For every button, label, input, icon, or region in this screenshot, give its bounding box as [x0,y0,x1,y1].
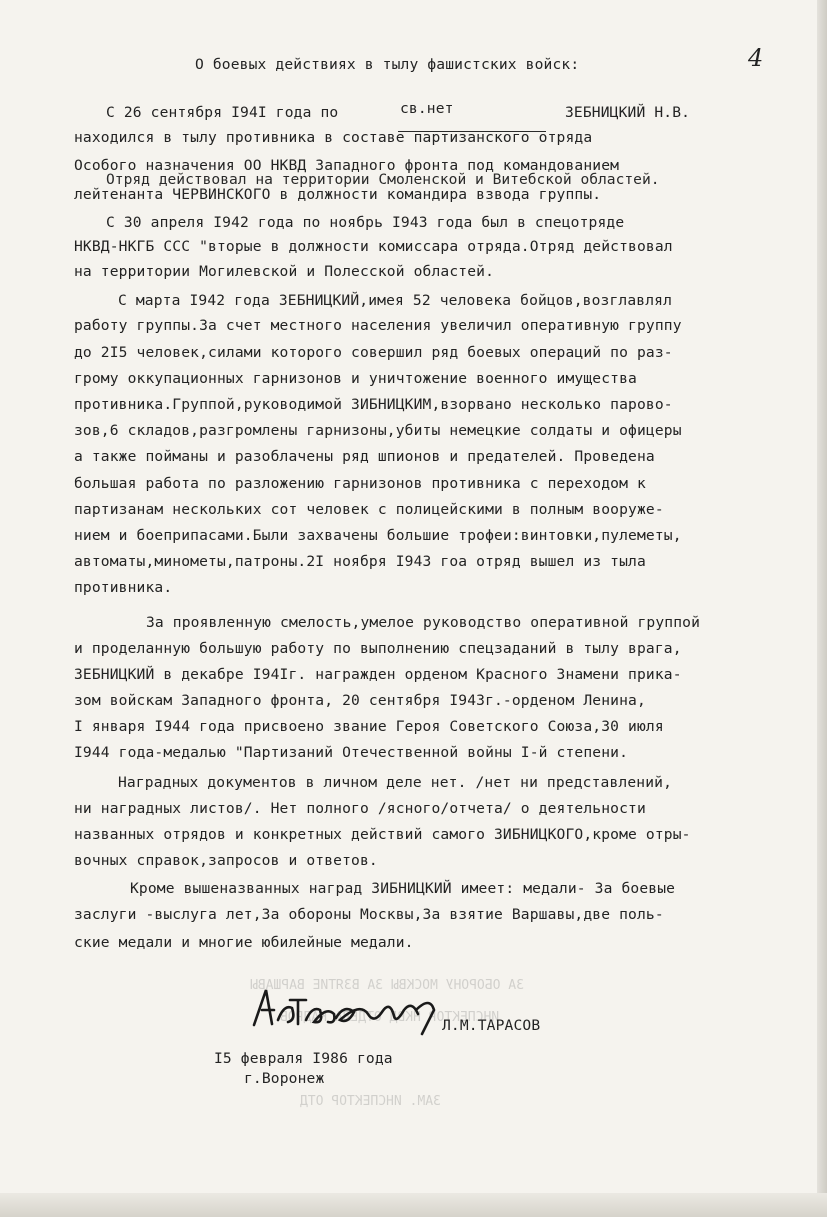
body-line: находился в тылу противника в составе партизанского отряда [74,129,593,146]
body-line: С марта I942 года ЗЕБНИЦКИЙ,имея 52 человека бойцов,возглавлял [118,292,673,309]
body-line: грому оккупационных гарнизонов и уничтожение военного имущества [74,370,637,387]
body-line: партизанам нескольких сот человек с полицейскими в полным вооруже- [74,501,664,518]
body-line: вочных справок,запросов и ответов. [74,852,378,869]
body-line: НКВД-НКГБ ССС "вторые в должности комиссара отряда.Отряд действовал [74,238,673,255]
body-line: противника.Группой,руководимой ЗИБНИЦКИМ,взорвано несколько паровo- [74,396,673,413]
document-title: О боевых действиях в тылу фашистских войск: [195,56,580,73]
overlay-typed-line: Отряд действовал на территории Смоленской и Витебской областей. [106,171,660,188]
body-line: до 2I5 человек,силами которого совершил ряд боевых операций по раз- [74,344,673,361]
signatory-name: Л.М.ТАРАСОВ [442,1017,541,1034]
body-line: заслуги -выслуга лет,За обороны Москвы,За взятие Варшавы,две поль- [74,906,664,923]
document-date: I5 февраля I986 года [214,1050,393,1067]
bleed-through-text: ИНСПЕКТОР НКВД ОТДЕЛА КАДРОВ [280,1010,500,1025]
body-line: С 30 апреля I942 года по ноябрь I943 года был в спецотряде [106,214,625,231]
page-number: 4 [748,44,764,72]
body-line: За проявленную смелость,умелое руководство оперативной группой [146,614,701,631]
body-line: I944 года-медалью "Партизаний Отечественной войны I-й степени. [74,744,629,761]
page-edge-shadow [817,0,827,1217]
body-line: С 26 сентября I94I года по [106,104,339,121]
handwritten-signature [244,980,444,1040]
body-line: зом войскам Западного фронта, 20 сентября I943г.-орденом Ленина, [74,692,646,709]
body-line: ские медали и многие юбилейные медали. [74,934,414,951]
page-bottom-shadow [0,1193,827,1217]
body-line: противника. [74,579,173,596]
body-line: названных отрядов и конкретных действий самого ЗИБНИЦКОГО,кроме отры- [74,826,691,843]
body-line: большая работа по разложению гарнизонов противника с переходом к [74,475,646,492]
body-line: лейтенанта ЧЕРВИНСКОГО в должности командира взвода группы. [74,186,602,203]
body-line: Наградных документов в личном деле нет. /нет ни представлений, [118,774,673,791]
body-line: и проделанную большую работу по выполнению спецзаданий в тылу врага, [74,640,682,657]
document-place: г.Воронеж [244,1070,325,1087]
body-line: I января I944 года присвоено звание Героя Советского Союза,30 июля [74,718,664,735]
body-line: а также пойманы и разоблачены ряд шпионов и предателей. Проведена [74,448,655,465]
body-line: автоматы,минометы,патроны.2I ноября I943 гоа отряд вышел из тыла [74,553,646,570]
body-line: на территории Могилевской и Полесской областей. [74,263,495,280]
bleed-through-text: ЗАМ. ИНСПЕКТОР ОТД [300,1094,441,1109]
body-line: зов,6 складов,разгромлены гарнизоны,убиты немецкие солдаты и офицеры [74,422,682,439]
bleed-through-text: ЗА ОБОРОНУ МОСКВЫ ЗА ВЗЯТИЕ ВАРШАВЫ [250,978,524,993]
body-line: Особого назначения ОО НКВД Западного фронта под командованием [74,157,620,174]
body-line: работу группы.За счет местного населения увеличил оперативную группу [74,317,682,334]
body-line: нием и боеприпасами.Были захвачены большие трофеи:винтовки,пулеметы, [74,527,682,544]
body-line: ЗЕБНИЦКИЙ в декабре I94Iг. награжден орденом Красного Знамени прика- [74,666,682,683]
body-line: ни наградных листов/. Нет полного /ясного/отчета/ о деятельности [74,800,646,817]
date-field: св.нет [400,100,454,117]
person-name: ЗЕБНИЦКИЙ Н.В. [565,104,691,121]
body-line: Кроме вышеназванных наград ЗИБНИЦКИЙ имеет: медали- За боевые [130,880,676,897]
